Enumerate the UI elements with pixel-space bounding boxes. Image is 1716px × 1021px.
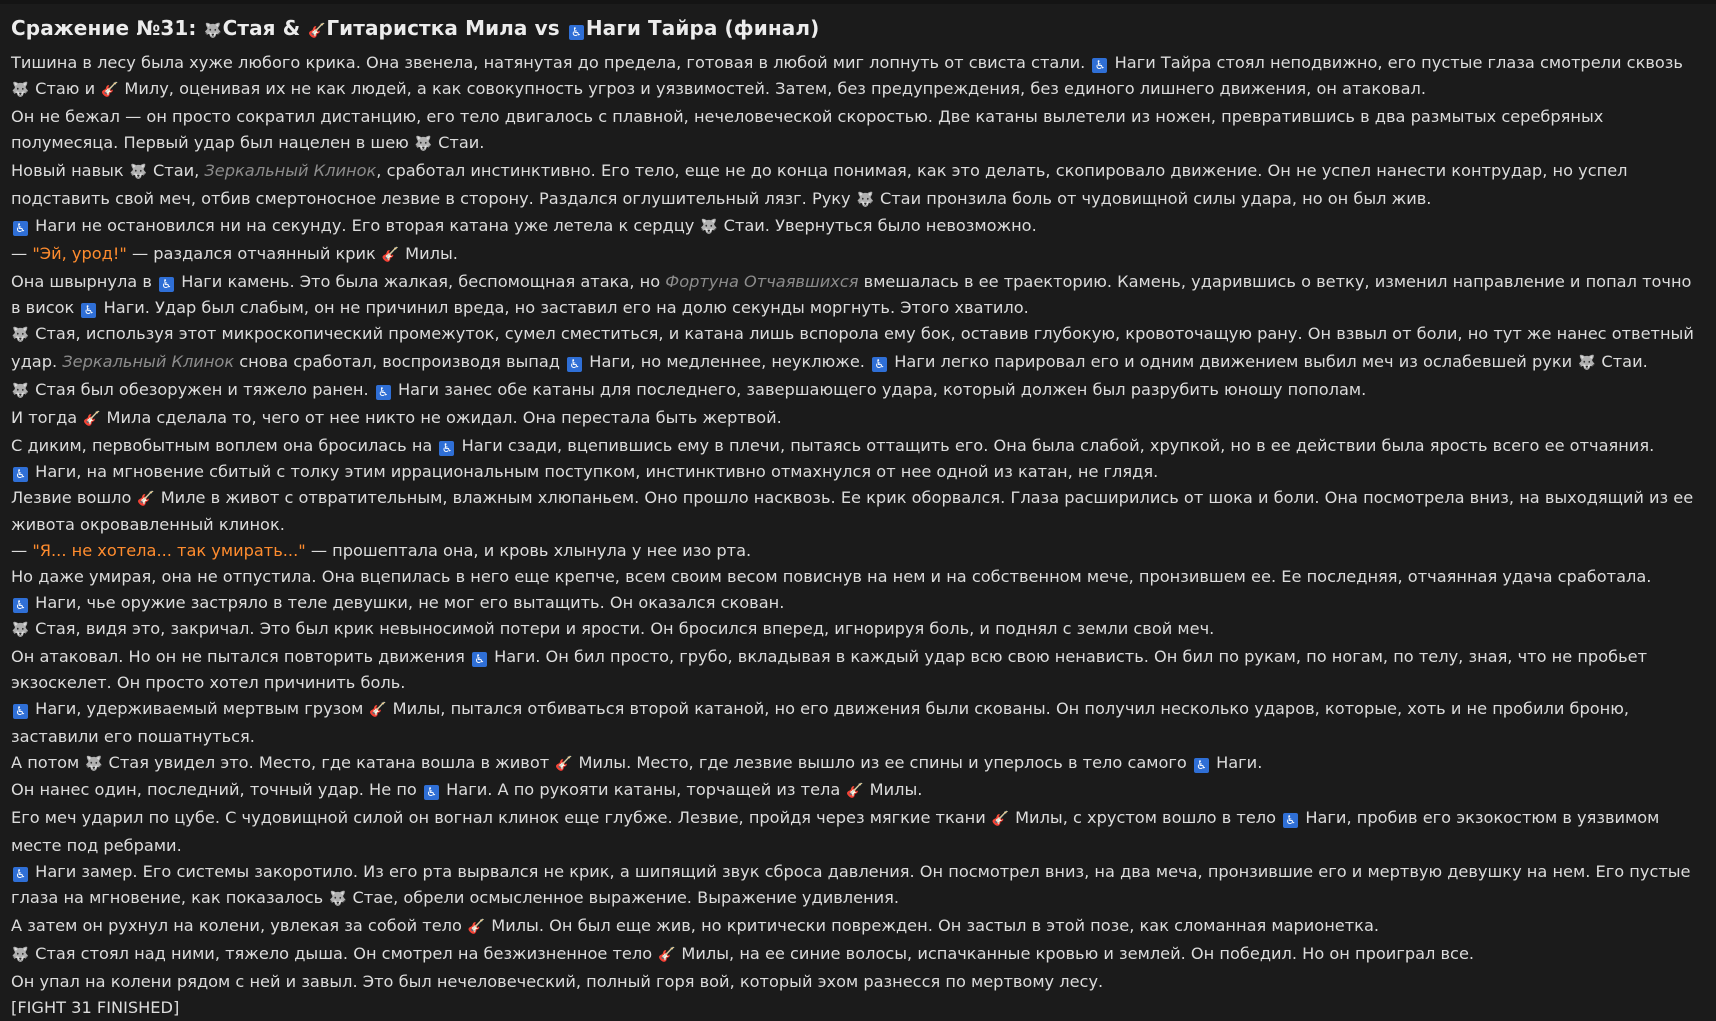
story-text-span: Стаи пронзила боль от чудовищной силы удара, но он был жив. <box>874 188 1432 208</box>
skill-name: Фортуна Отчаявшихся <box>665 272 859 292</box>
story-paragraph <box>11 377 1701 405</box>
story-text-span: Наги. А по рукояти катаны, торчащей из тела <box>440 780 846 800</box>
title-vs: vs <box>534 16 560 40</box>
story-text-span: Стаи, <box>147 160 205 180</box>
story-text-span: Стаи. <box>432 132 485 152</box>
story-paragraph <box>11 616 1701 644</box>
guitar-icon: 🎸 <box>991 811 1010 828</box>
wheelchair-icon: ♿ <box>1283 813 1298 828</box>
story-paragraph <box>11 644 1701 696</box>
dialogue-quote: "Я... не хотела... так умирать..." <box>32 541 306 561</box>
story-text-span: И тогда <box>11 407 83 427</box>
story-text-span: Милы, с хрустом вошло в тело <box>1009 808 1282 828</box>
story-text-span: снова сработал, воспроизводя выпад <box>234 351 566 371</box>
wolf-icon: 🐺 <box>11 327 30 344</box>
story-paragraph <box>11 269 1701 321</box>
guitar-icon: 🎸 <box>308 23 326 39</box>
wheelchair-icon: ♿ <box>13 704 28 719</box>
wheelchair-icon: ♿ <box>439 441 454 456</box>
wheelchair-icon: ♿ <box>159 277 174 292</box>
story-text-span: Наги, чье оружие застряло в теле девушки, не мог его вытащить. Он оказался скован. <box>30 593 785 613</box>
wheelchair-icon: ♿ <box>376 385 391 400</box>
story-text-span: Наги камень. Это была жалкая, беспомощная атака, но <box>176 272 666 292</box>
story-text-span: Он не бежал — он просто сократил дистанцию, его тело двигалось с плавной, нечеловеческой скоростью. Две катаны вылетели из ножен, превратившись в два размытых серебряных полумесяца. Первый удар был нацелен в шею <box>11 106 1604 152</box>
story-text-span: Милы, пытался отбиваться второй катаной, но его движения были скованы. Он получил несколько ударов, которые, хоть и не пробили броню, заставили его пошатнуться. <box>11 698 1630 746</box>
story-text-span: Наги. <box>1210 752 1263 772</box>
wolf-icon: 🐺 <box>204 23 222 39</box>
wolf-icon: 🐺 <box>329 891 347 908</box>
wheelchair-icon: ♿ <box>13 867 28 882</box>
story-text-span: — прошептала она, и кровь хлынула у нее изо рта. <box>305 541 752 561</box>
wolf-icon: 🐺 <box>11 382 30 399</box>
wolf-icon: 🐺 <box>700 219 718 236</box>
guitar-icon: 🎸 <box>555 755 573 772</box>
story-paragraph <box>11 969 1701 995</box>
story-paragraph <box>11 158 1701 214</box>
story-text-span: А потом <box>11 752 85 772</box>
wolf-icon: 🐺 <box>85 755 103 772</box>
story-paragraph <box>11 538 1701 564</box>
story-text-span: Стаю и <box>30 78 101 98</box>
guitar-icon: 🎸 <box>846 783 864 800</box>
story-paragraph <box>11 913 1701 941</box>
story-text-span: Он атаковал. Но он не пытался повторить движения <box>11 646 470 666</box>
story-text-span: Наги, но медленнее, неуклюже. <box>584 351 871 371</box>
story-text-span: Наги занес обе катаны для последнего, завершающего удара, который должен был разрубить юношу пополам. <box>392 379 1367 399</box>
story-paragraph <box>11 696 1701 750</box>
story-text-span: — раздался отчаянный крик <box>126 244 381 264</box>
story-text-span: Наги легко парировал его и одним движением выбил меч из ослабевшей руки <box>889 351 1578 371</box>
guitar-icon: 🎸 <box>137 490 155 507</box>
guitar-icon: 🎸 <box>381 247 400 264</box>
story-text-span: Новый навык <box>11 160 129 180</box>
title-nagi: Наги Тайра (финал) <box>585 16 820 40</box>
story-text-span: Стае, обрели осмысленное выражение. Выражение удивления. <box>347 888 900 908</box>
wolf-icon: 🐺 <box>414 135 433 152</box>
title-stay: Стая <box>222 16 276 40</box>
story-text-span: Милы. <box>864 780 923 800</box>
story-text-span: — <box>11 541 33 561</box>
story-text-span: Миле в живот с отвратительным, влажным хлюпаньем. Оно прошло насквозь. Ее крик оборвался. Глаза расширились от шока и боли. Она посмотрела вниз, на выходящий из ее живота окровавленный клинок. <box>11 487 1694 535</box>
wolf-icon: 🐺 <box>11 81 30 98</box>
fight-title <box>11 16 1716 40</box>
story-paragraph <box>11 805 1701 859</box>
story-paragraph <box>11 405 1701 433</box>
dialogue-quote: "Эй, урод!" <box>32 244 127 264</box>
guitar-icon: 🎸 <box>658 946 676 963</box>
story-text-span: Стая, используя этот микроскопический промежуток, сумел сместиться, и катана лишь вспорола ему бок, оставив глубокую, кровоточащую рану. Он взвыл от боли, но тут же нанес ответный удар. <box>11 324 1694 371</box>
wheelchair-icon: ♿ <box>81 303 96 318</box>
story-paragraph <box>11 459 1701 485</box>
skill-name: Зеркальный Клинок <box>204 160 377 180</box>
story-text-span: Наги, на мгновение сбитый с толку этим иррациональным поступком, инстинктивно отмахнулся от нее одной из катан, не глядя. <box>30 461 1159 481</box>
wheelchair-icon: ♿ <box>1092 58 1107 73</box>
story-text-span: Милы. Он был еще жив, но критически поврежден. Он застыл в этой позе, как сломанная марионетка. <box>486 916 1380 935</box>
wolf-icon: 🐺 <box>1578 354 1596 371</box>
story-text-span: Он нанес один, последний, точный удар. Не по <box>11 780 422 800</box>
story-text-span: Наги не остановился ни на секунду. Его вторая катана уже летела к сердцу <box>30 216 700 236</box>
story-text <box>11 50 1701 1021</box>
wheelchair-icon: ♿ <box>472 652 487 667</box>
story-text-span: Стаи. Увернуться было невозможно. <box>718 216 1037 236</box>
story-paragraph <box>11 433 1701 459</box>
story-text-span: Милы. Место, где лезвие вышло из ее спины и уперлось в тело самого <box>573 752 1192 772</box>
story-text-span: Лезвие вошло <box>11 487 137 507</box>
wolf-icon: 🐺 <box>11 946 30 963</box>
story-text-span: Стаи. <box>1596 351 1648 371</box>
story-text-span: С диким, первобытным воплем она бросилась на <box>11 435 438 455</box>
story-text-span: Наги, пробив его экзокостюм в уязвимом месте под ребрами. <box>11 808 1660 856</box>
story-text-span: Его меч ударил по цубе. С чудовищной силой он вогнал клинок еще глубже. Лезвие, пройдя через мягкие ткани <box>11 808 991 828</box>
story-text-span: вмешалась в ее траекторию. Камень, ударившись о ветку, изменил направление и попал точно в висок <box>11 272 1692 318</box>
story-paragraph <box>11 485 1701 539</box>
story-text-span: Наги. Удар был слабым, он не причинил вреда, но заставил его на долю секунды моргнуть. Этого хватило. <box>98 298 1029 318</box>
story-text-span: , сработал инстинктивно. Его тело, еще не до конца понимая, как это делать, скопировало движение. Он не успел нанести контрудар, но успел подставить свой меч, отбив смертоносное лезвие в сторону. Раздался оглушительный лязг. Руку <box>11 160 1628 208</box>
wolf-icon: 🐺 <box>856 191 875 208</box>
title-prefix: Сражение №31: <box>11 16 197 40</box>
story-text-span: Стая стоял над ними, тяжело дыша. Он смотрел на безжизненное тело <box>30 943 658 963</box>
story-paragraph <box>11 321 1701 377</box>
title-mila: Гитаристка Мила <box>326 16 528 40</box>
wheelchair-icon: ♿ <box>569 25 584 40</box>
story-text-span: Милы, на ее синие волосы, испачканные кровью и землей. Он победил. Но он проиграл все. <box>676 943 1475 963</box>
story-text-span: Он упал на колени рядом с ней и завыл. Это был нечеловеческий, полный горя вой, который эхом разнесся по мертвому лесу. <box>11 971 1104 991</box>
story-text-span: — <box>11 244 33 264</box>
story-text-span: Наги замер. Его системы закоротило. Из его рта вырвался не крик, а шипящий звук сброса давления. Он посмотрел вниз, на два меча, пронзившие его и мертвую девушку на нем. Его пустые глаза на мгновение, как показалось <box>11 862 1691 908</box>
story-paragraph <box>11 941 1701 969</box>
wheelchair-icon: ♿ <box>13 467 28 482</box>
story-text-span: Стая увидел это. Место, где катана вошла в живот <box>103 752 555 772</box>
story-text-span: Наги. Он бил просто, грубо, вкладывая в каждый удар всю свою ненависть. Он бил по рукам, по ногам, по телу, зная, что не пробьет экзоскелет. Он просто хотел причинить боль. <box>11 646 1648 692</box>
story-text-span: Наги сзади, вцепившись ему в плечи, пытаясь оттащить его. Она была слабой, хрупкой, но в ее действии была ярость всего ее отчаяния. <box>456 435 1655 455</box>
wheelchair-icon: ♿ <box>1194 758 1209 773</box>
wheelchair-icon: ♿ <box>872 357 887 372</box>
story-paragraph <box>11 590 1701 616</box>
story-paragraph <box>11 995 1701 1021</box>
top-divider <box>0 0 1716 4</box>
story-paragraph <box>11 777 1701 805</box>
story-text-span: [FIGHT 31 FINISHED] <box>11 997 180 1017</box>
story-text-span: Тишина в лесу была хуже любого крика. Она звенела, натянутая до предела, готовая в любой миг лопнуть от свиста стали. <box>11 53 1091 72</box>
story-paragraph <box>11 50 1701 104</box>
story-text-span: А затем он рухнул на колени, увлекая за собой тело <box>11 916 468 935</box>
guitar-icon: 🎸 <box>83 410 101 427</box>
wolf-icon: 🐺 <box>11 622 30 639</box>
wolf-icon: 🐺 <box>129 163 148 180</box>
story-text-span: Стая был обезоружен и тяжело ранен. <box>30 379 374 399</box>
story-paragraph <box>11 213 1701 241</box>
guitar-icon: 🎸 <box>467 919 486 935</box>
story-text-span: Милу, оценивая их не как людей, а как совокупность угроз и уязвимостей. Затем, без предупреждения, без единого лишнего движения, он атаковал. <box>119 78 1426 98</box>
wheelchair-icon: ♿ <box>13 221 28 236</box>
title-amp: & <box>282 16 301 40</box>
story-paragraph <box>11 750 1701 778</box>
story-paragraph <box>11 241 1701 269</box>
story-text-span: Наги Тайра стоял неподвижно, его пустые глаза смотрели сквозь <box>1109 53 1683 72</box>
story-text-span: Мила сделала то, чего от нее никто не ожидал. Она перестала быть жертвой. <box>101 407 782 427</box>
wheelchair-icon: ♿ <box>424 785 439 800</box>
skill-name: Зеркальный Клинок <box>62 351 235 371</box>
story-paragraph <box>11 859 1701 913</box>
story-paragraph <box>11 564 1701 590</box>
wheelchair-icon: ♿ <box>567 357 582 372</box>
guitar-icon: 🎸 <box>369 701 387 718</box>
story-text-span: Она швырнула в <box>11 272 158 292</box>
story-text-span: Но даже умирая, она не отпустила. Она вцепилась в него еще крепче, всем своим весом повиснув на нем и на собственном мече, пронзившем ее. Ее последняя, отчаянная удача сработала. <box>11 567 1652 587</box>
story-text-span: Милы. <box>399 244 458 264</box>
wheelchair-icon: ♿ <box>13 598 28 613</box>
guitar-icon: 🎸 <box>101 81 119 98</box>
story-text-span: Стая, видя это, закричал. Это был крик невыносимой потери и ярости. Он бросился вперед, игнорируя боль, и поднял с земли свой меч. <box>30 619 1215 639</box>
story-text-span: Наги, удерживаемый мертвым грузом <box>30 698 369 718</box>
story-paragraph <box>11 104 1701 158</box>
